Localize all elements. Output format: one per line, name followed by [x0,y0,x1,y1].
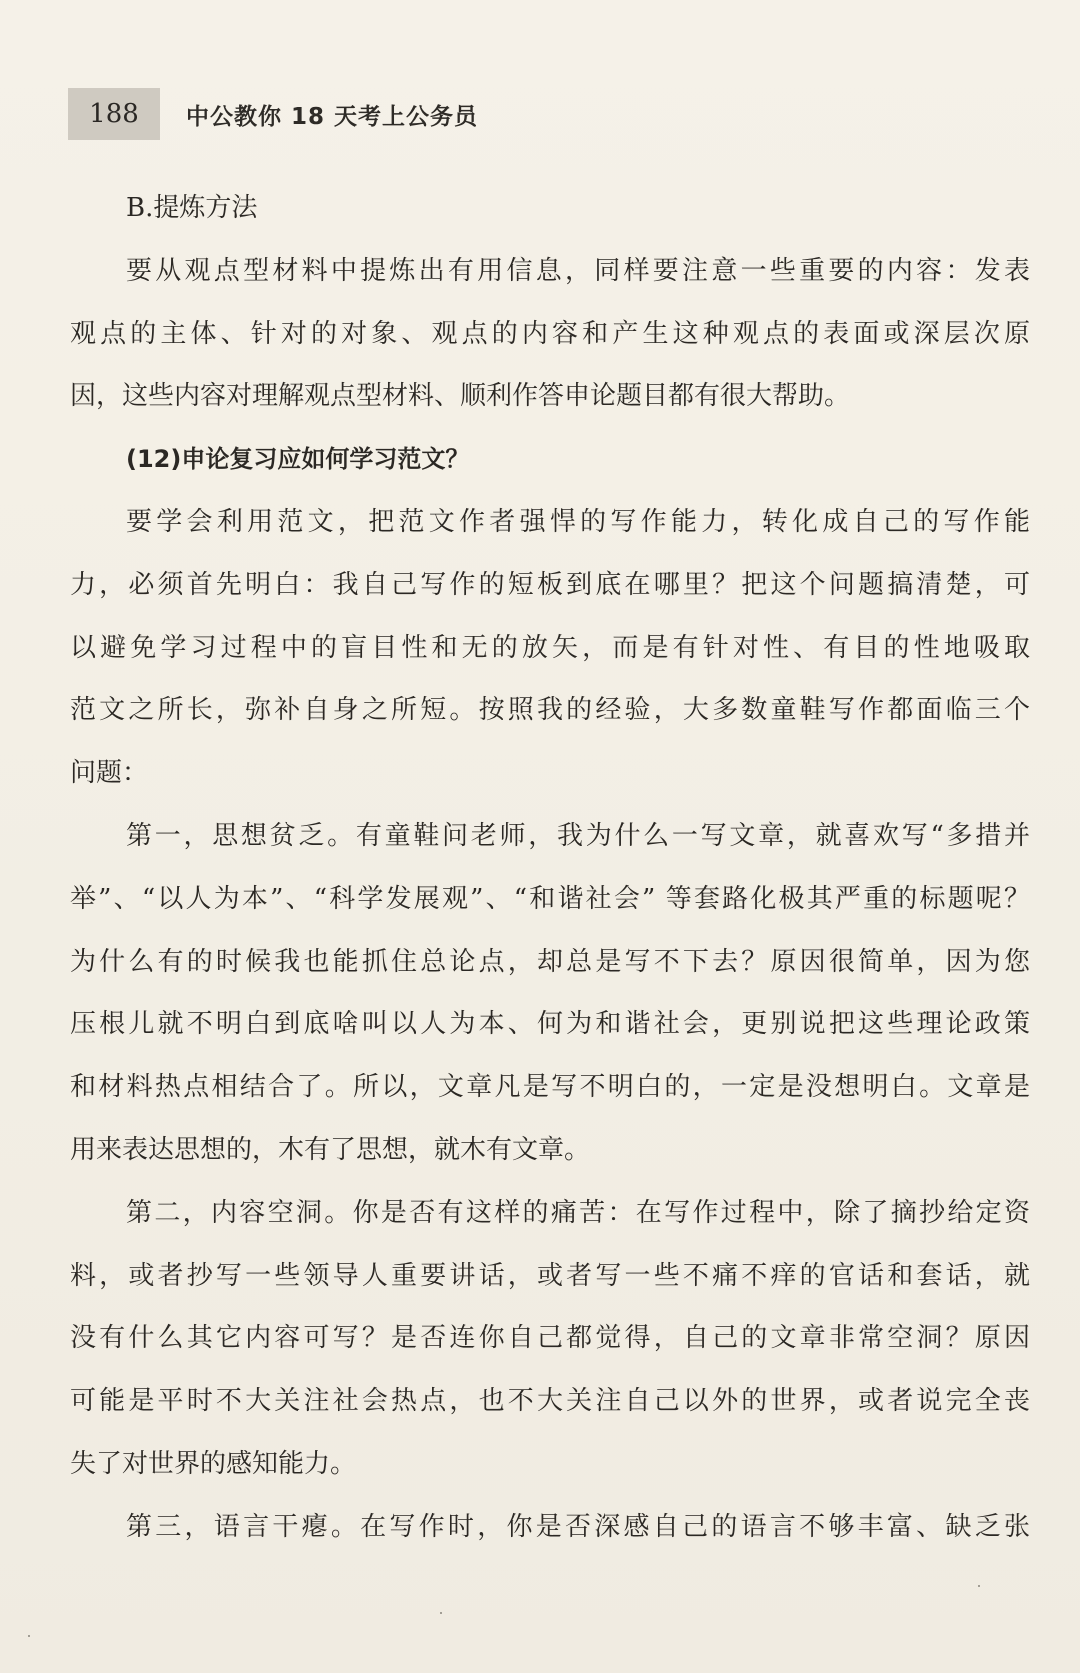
text-line: 没有什么其它内容可写？是否连你自己都觉得，自己的文章非常空洞？原因 [70,1323,1030,1354]
text-line: 失了对世界的感知能力。 [70,1448,357,1479]
text-line: 以避免学习过程中的盲目性和无的放矢，而是有针对性、有目的性地吸取 [70,632,1030,663]
text-line: 观点的主体、针对的对象、观点的内容和产生这种观点的表面或深层次原 [70,318,1030,349]
text-line: 要学会利用范文，把范文作者强悍的写作能力，转化成自己的写作能 [126,506,1030,537]
text-line: 第一，思想贫乏。有童鞋问老师，我为什么一写文章，就喜欢写“多措并 [126,820,1030,851]
text-line: 和材料热点相结合了。所以，文章凡是写不明白的，一定是没想明白。文章是 [70,1072,1030,1103]
text-line: 力，必须首先明白：我自己写作的短板到底在哪里？把这个问题搞清楚，可 [70,569,1030,600]
text-line: 范文之所长，弥补自身之所短。按照我的经验，大多数童鞋写作都面临三个 [70,695,1030,726]
text-line: 要从观点型材料中提炼出有用信息，同样要注意一些重要的内容：发表 [126,255,1030,286]
text-line: 压根儿就不明白到底啥叫以人为本、何为和谐社会，更别说把这些理论政策 [70,1009,1030,1040]
body-text [70,177,1030,1559]
paper-speck [28,1635,30,1637]
running-title: 中公教你 18 天考上公务员 [186,103,479,130]
text-line: 用来表达思想的，木有了思想，就木有文章。 [70,1134,591,1165]
page-number: 188 [68,88,160,140]
text-line: 第二，内容空洞。你是否有这样的痛苦：在写作过程中，除了摘抄给定资 [126,1197,1030,1228]
text-line: 因，这些内容对理解观点型材料、顺利作答申论题目都有很大帮助。 [70,381,851,412]
page-header [68,86,968,142]
text-line: 为什么有的时候我也能抓住总论点，却总是写不下去？原因很简单，因为您 [70,946,1030,977]
paper-speck [978,1585,980,1587]
text-line: 问题： [70,758,149,789]
text-line: B.提炼方法 [126,193,258,223]
text-line: 可能是平时不大关注社会热点，也不大关注自己以外的世界，或者说完全丧 [70,1386,1030,1417]
paper-speck [440,1612,442,1614]
text-line: 第三，语言干瘪。在写作时，你是否深感自己的语言不够丰富、缺乏张 [126,1511,1030,1542]
section-heading: (12)申论复习应如何学习范文？ [126,445,470,474]
text-line: 举”、“以人为本”、“科学发展观”、“和谐社会” 等套路化极其严重的标题呢？ [70,883,1030,914]
text-line: 料，或者抄写一些领导人重要讲话，或者写一些不痛不痒的官话和套话，就 [70,1260,1030,1291]
